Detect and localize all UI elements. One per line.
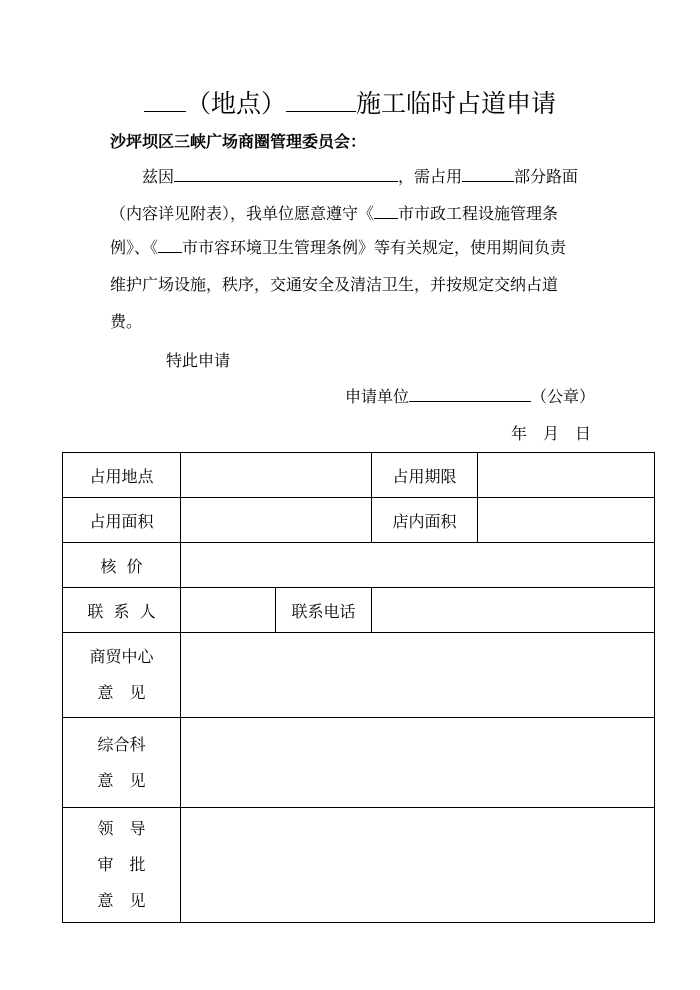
reason-blank[interactable] xyxy=(174,164,398,182)
title-blank-1[interactable] xyxy=(144,87,186,112)
area-label: 占用面积 xyxy=(63,498,181,543)
label-line: 意 见 xyxy=(97,683,146,702)
label-line: 综合科 xyxy=(97,734,146,754)
body-line-3 xyxy=(110,229,566,267)
road-blank[interactable] xyxy=(462,164,514,182)
body-text: 市市政工程设施管理条 xyxy=(398,204,559,223)
contact-value[interactable] xyxy=(181,588,276,633)
seal-label: （公章） xyxy=(531,387,596,406)
applicant-label: 申请单位 xyxy=(345,387,410,406)
label-line: 意 见 xyxy=(97,891,146,910)
table-row xyxy=(63,543,655,588)
leader-approval-label xyxy=(63,808,181,923)
phone-label: 联系电话 xyxy=(276,588,372,633)
shop-area-label: 店内面积 xyxy=(372,498,478,543)
period-label: 占用期限 xyxy=(372,453,478,498)
closing: 特此申请 xyxy=(166,351,231,370)
trade-center-label xyxy=(63,633,181,718)
city-blank-1[interactable] xyxy=(374,201,398,219)
phone-value[interactable] xyxy=(372,588,655,633)
body-text: 部分路面 xyxy=(514,167,579,186)
title-place: （地点） xyxy=(185,89,286,118)
page-title xyxy=(0,84,700,124)
label-line: 审 批 xyxy=(97,855,146,874)
addressee: 沙坪坝区三峡广场商圈管理委员会： xyxy=(110,132,367,151)
body-line-5: 费。 xyxy=(110,312,143,331)
table-row xyxy=(63,808,655,923)
table-row xyxy=(63,453,655,498)
area-value[interactable] xyxy=(181,498,372,543)
leader-approval-opinion[interactable] xyxy=(181,808,655,923)
period-value[interactable] xyxy=(478,453,655,498)
table-row xyxy=(63,718,655,808)
location-value[interactable] xyxy=(181,453,372,498)
title-main: 施工临时占道申请 xyxy=(356,89,557,118)
body-text: 市市容环境卫生管理条例》等有关规定，使用期间负责 xyxy=(182,238,567,257)
label-line: 领 导 xyxy=(97,819,146,838)
body-text: ，需占用 xyxy=(398,167,463,186)
general-office-label xyxy=(63,718,181,808)
date-line: 年 月 日 xyxy=(511,424,592,443)
table-row xyxy=(63,588,655,633)
label-line: 意 见 xyxy=(97,770,146,790)
body-line-4: 维护广场设施，秩序，交通安全及清洁卫生，并按规定交纳占道 xyxy=(110,275,559,294)
contact-label: 联 系 人 xyxy=(63,588,181,633)
body-text: 例》、《 xyxy=(110,238,159,257)
general-office-opinion[interactable] xyxy=(181,718,655,808)
price-label: 核 价 xyxy=(63,543,181,588)
body-line-2 xyxy=(110,195,558,233)
body-text: 兹因 xyxy=(142,167,175,186)
applicant-blank[interactable] xyxy=(409,384,531,402)
body-line-1 xyxy=(142,158,578,196)
body-text: （内容详见附表），我单位愿意遵守《 xyxy=(110,204,375,223)
label-line: 商贸中心 xyxy=(89,647,154,666)
table-row xyxy=(63,498,655,543)
application-form-table xyxy=(62,452,655,923)
applicant-line xyxy=(345,382,595,412)
price-value[interactable] xyxy=(181,543,655,588)
title-blank-2[interactable] xyxy=(286,87,356,112)
trade-center-opinion[interactable] xyxy=(181,633,655,718)
city-blank-2[interactable] xyxy=(158,235,182,253)
shop-area-value[interactable] xyxy=(478,498,655,543)
table-row xyxy=(63,633,655,718)
location-label: 占用地点 xyxy=(63,453,181,498)
